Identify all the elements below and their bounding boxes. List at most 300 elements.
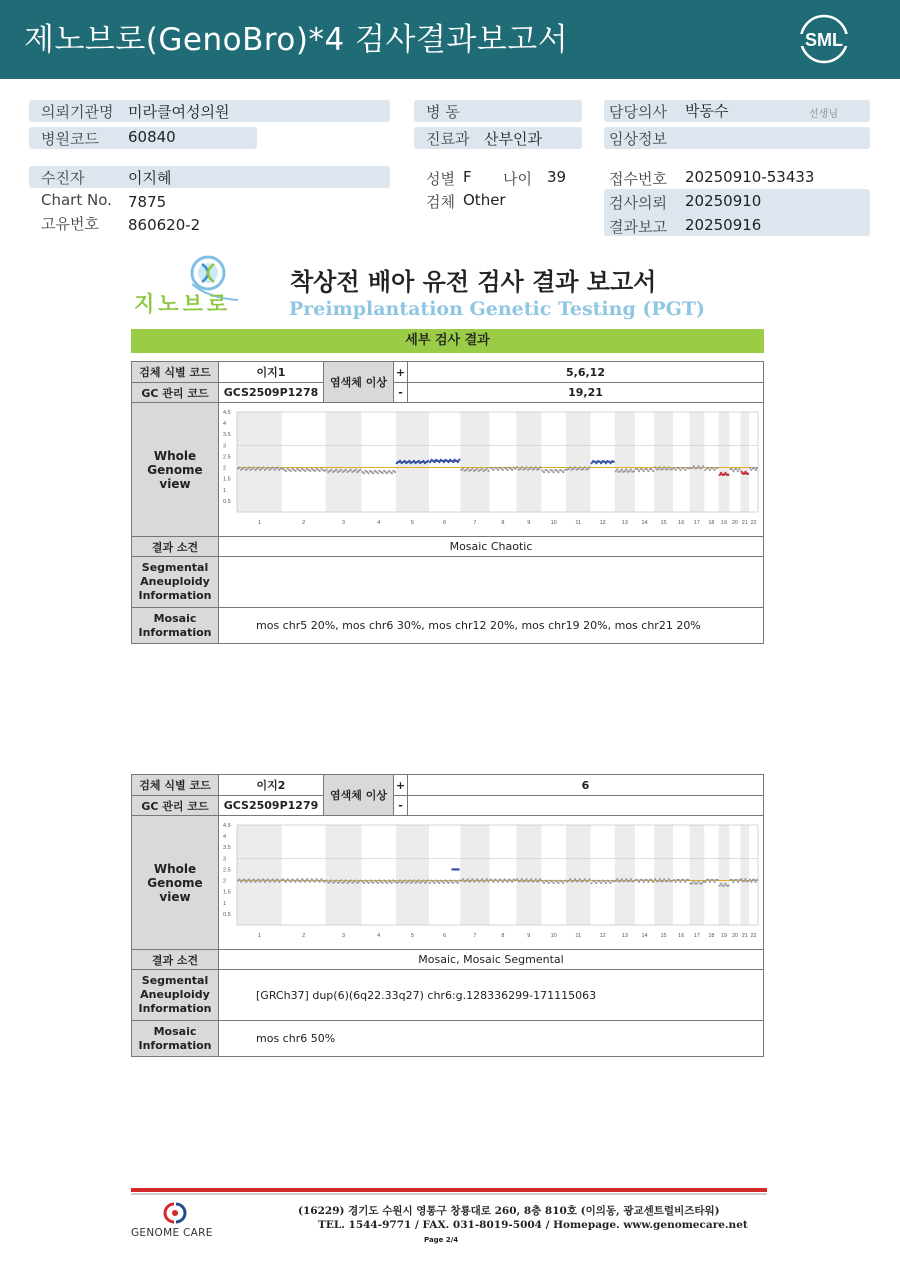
x-tick-label: 11 bbox=[575, 932, 582, 939]
chromosome-band bbox=[460, 825, 489, 925]
data-point bbox=[713, 468, 715, 470]
data-point bbox=[673, 878, 675, 880]
receipt-no-label: 접수번호 bbox=[609, 170, 667, 188]
data-point bbox=[587, 879, 589, 881]
gc-code-value: GCS2509P1279 bbox=[219, 796, 324, 816]
data-point bbox=[556, 880, 558, 882]
data-point bbox=[630, 468, 632, 470]
data-point bbox=[521, 878, 523, 880]
whole-genome-label: Whole Genome view bbox=[132, 816, 219, 950]
data-point bbox=[654, 878, 656, 880]
data-point bbox=[238, 878, 240, 880]
data-point bbox=[724, 882, 726, 884]
data-point bbox=[248, 878, 250, 880]
report-date-value: 20250916 bbox=[685, 216, 762, 234]
data-point bbox=[747, 880, 749, 882]
data-point bbox=[404, 879, 406, 881]
data-point bbox=[684, 468, 686, 470]
segmental-label: Segmental Aneuploidy Information bbox=[132, 970, 219, 1021]
data-point bbox=[359, 879, 361, 881]
y-tick-label: 4 bbox=[223, 420, 227, 427]
data-point bbox=[319, 469, 321, 471]
data-point bbox=[756, 467, 758, 469]
chromosome-band bbox=[237, 412, 282, 512]
y-tick-label: 1.5 bbox=[223, 476, 231, 483]
data-point bbox=[546, 469, 548, 471]
data-point bbox=[541, 880, 543, 882]
mosaic-value: mos chr6 50% bbox=[219, 1021, 764, 1057]
genome-care-logo-text: GENOME CARE bbox=[131, 1227, 213, 1239]
doctor-value: 박동수 bbox=[685, 102, 729, 120]
chromosome-band bbox=[690, 412, 705, 512]
x-tick-label: 18 bbox=[708, 519, 715, 526]
genome-chart-2 bbox=[219, 817, 763, 949]
y-tick-label: 4.5 bbox=[223, 822, 231, 829]
data-point bbox=[646, 468, 648, 470]
data-point bbox=[753, 878, 755, 880]
data-point bbox=[663, 878, 665, 880]
data-point bbox=[345, 468, 347, 470]
x-tick-label: 9 bbox=[527, 519, 531, 526]
data-point bbox=[696, 882, 698, 884]
data-point bbox=[687, 467, 689, 469]
x-tick-label: 16 bbox=[678, 932, 685, 939]
y-tick-label: 2 bbox=[223, 465, 227, 472]
chromosome-band bbox=[237, 825, 282, 925]
data-point bbox=[579, 878, 581, 880]
institution-label: 의뢰기관명 bbox=[41, 103, 114, 121]
data-point bbox=[723, 884, 725, 886]
chromosome-band bbox=[396, 825, 429, 925]
chromosome-band bbox=[719, 825, 730, 925]
x-tick-label: 20 bbox=[731, 519, 739, 526]
data-point bbox=[359, 468, 361, 470]
data-point bbox=[506, 880, 508, 882]
data-point bbox=[673, 466, 675, 468]
data-point bbox=[744, 878, 746, 880]
doctor-suffix: 선생님 bbox=[809, 109, 838, 120]
y-tick-label: 0.5 bbox=[223, 911, 231, 918]
data-point bbox=[476, 878, 478, 880]
plot-frame bbox=[237, 825, 758, 925]
specimen-label: 검체 bbox=[426, 193, 455, 211]
x-tick-label: 12 bbox=[599, 932, 606, 939]
segmental-value: [GRCh37] dup(6)(6q22.33q27) chr6:g.128336299-171115063 bbox=[219, 970, 764, 1021]
data-point bbox=[712, 878, 714, 880]
x-tick-label: 12 bbox=[599, 519, 606, 526]
x-tick-label: 4 bbox=[377, 519, 381, 526]
data-point bbox=[272, 878, 274, 880]
data-point bbox=[248, 466, 250, 468]
data-point bbox=[434, 881, 436, 883]
data-point bbox=[541, 469, 543, 471]
y-tick-label: 3 bbox=[223, 855, 227, 862]
data-point bbox=[548, 471, 550, 473]
data-point bbox=[574, 466, 576, 468]
data-point bbox=[650, 468, 652, 470]
data-point bbox=[666, 879, 668, 881]
data-point bbox=[476, 467, 478, 469]
data-point bbox=[613, 880, 615, 882]
x-tick-label: 5 bbox=[410, 519, 414, 526]
data-point bbox=[299, 469, 301, 471]
data-point bbox=[314, 469, 316, 471]
data-point bbox=[257, 878, 259, 880]
data-point bbox=[738, 878, 740, 880]
data-point bbox=[355, 468, 357, 470]
sex-value: F bbox=[463, 168, 472, 186]
data-point bbox=[319, 880, 321, 882]
data-point bbox=[641, 468, 643, 470]
chromosome-band bbox=[326, 825, 362, 925]
data-point bbox=[662, 468, 664, 470]
data-point bbox=[535, 466, 537, 468]
x-tick-label: 9 bbox=[527, 932, 531, 939]
gain-symbol: + bbox=[394, 775, 408, 796]
chromosome-band bbox=[326, 412, 362, 512]
examinee-value: 이지혜 bbox=[128, 169, 172, 187]
data-point bbox=[702, 465, 704, 467]
data-point bbox=[562, 881, 564, 883]
x-tick-label: 14 bbox=[641, 519, 648, 526]
data-point bbox=[514, 467, 516, 469]
footer-contact: TEL. 1544-9771 / FAX. 031-8019-5004 / Homepage. www.genomecare.net bbox=[318, 1219, 748, 1231]
data-point bbox=[717, 466, 719, 468]
data-point bbox=[678, 878, 680, 880]
data-point bbox=[253, 466, 255, 468]
data-point bbox=[743, 880, 745, 882]
data-point bbox=[386, 472, 388, 474]
data-point bbox=[543, 471, 545, 473]
data-point bbox=[381, 881, 383, 883]
clinical-info-label: 임상정보 bbox=[609, 130, 667, 148]
data-point bbox=[502, 880, 504, 882]
data-point bbox=[749, 878, 751, 880]
data-point bbox=[521, 466, 523, 468]
data-point bbox=[280, 879, 282, 881]
data-point bbox=[731, 467, 733, 469]
data-point bbox=[267, 878, 269, 880]
data-point bbox=[740, 878, 742, 880]
data-point bbox=[377, 881, 379, 883]
data-point bbox=[712, 466, 714, 468]
y-tick-label: 4 bbox=[223, 833, 227, 840]
data-point bbox=[674, 468, 676, 470]
loss-symbol: - bbox=[394, 796, 408, 816]
data-point bbox=[737, 470, 739, 472]
x-tick-label: 13 bbox=[621, 932, 628, 939]
data-point bbox=[567, 467, 569, 469]
chromosome-band bbox=[719, 412, 730, 512]
x-tick-label: 15 bbox=[660, 519, 667, 526]
data-point bbox=[679, 468, 681, 470]
data-point bbox=[588, 466, 590, 468]
data-point bbox=[647, 880, 649, 882]
chromosome-band bbox=[566, 825, 591, 925]
data-point bbox=[654, 466, 656, 468]
sex-label: 성별 bbox=[426, 170, 455, 188]
id-label: 고유번호 bbox=[41, 215, 99, 233]
y-tick-label: 2.5 bbox=[223, 453, 231, 460]
x-tick-label: 19 bbox=[720, 932, 728, 939]
data-point bbox=[553, 471, 555, 473]
data-point bbox=[735, 467, 737, 469]
data-point bbox=[569, 466, 571, 468]
data-point bbox=[619, 470, 621, 472]
data-point bbox=[630, 878, 632, 880]
x-tick-label: 21 bbox=[741, 932, 748, 939]
data-point bbox=[391, 472, 393, 474]
gc-code-value: GCS2509P1278 bbox=[219, 383, 324, 403]
data-point bbox=[262, 466, 264, 468]
result-value: Mosaic, Mosaic Segmental bbox=[219, 950, 764, 970]
data-point bbox=[704, 468, 706, 470]
data-point bbox=[427, 879, 429, 881]
data-point bbox=[304, 469, 306, 471]
data-point bbox=[314, 880, 316, 882]
data-point bbox=[467, 878, 469, 880]
data-point bbox=[755, 880, 757, 882]
data-point bbox=[650, 879, 652, 881]
data-point bbox=[561, 880, 563, 882]
data-point bbox=[267, 466, 269, 468]
data-point bbox=[551, 469, 553, 471]
data-point bbox=[691, 467, 693, 469]
data-point bbox=[720, 882, 722, 884]
data-point bbox=[564, 468, 566, 470]
data-point bbox=[701, 467, 703, 469]
request-date-value: 20250910 bbox=[685, 192, 762, 210]
data-point bbox=[497, 468, 499, 470]
data-point bbox=[429, 881, 431, 883]
footer-address: (16229) 경기도 수원시 영통구 창룡대로 260, 8층 810호 (이의동, 광교센트럴비즈타워) bbox=[298, 1205, 720, 1217]
mosaic-value: mos chr5 20%, mos chr6 30%, mos chr12 20%, mos chr19 20%, mos chr21 20% bbox=[219, 608, 764, 644]
data-point bbox=[727, 884, 729, 886]
data-point bbox=[557, 471, 559, 473]
y-tick-label: 3.5 bbox=[223, 844, 231, 851]
gain-value: 6 bbox=[408, 775, 764, 796]
data-point bbox=[755, 468, 757, 470]
y-tick-label: 2.5 bbox=[223, 866, 231, 873]
hospital-code-label: 병원코드 bbox=[41, 130, 99, 148]
data-point bbox=[619, 879, 621, 881]
data-point bbox=[638, 880, 640, 882]
gc-code-label: GC 관리 코드 bbox=[132, 796, 219, 816]
data-point bbox=[458, 879, 460, 881]
data-point bbox=[577, 879, 579, 881]
x-tick-label: 17 bbox=[693, 519, 700, 526]
genome-chart-1 bbox=[219, 404, 763, 536]
data-point bbox=[471, 467, 473, 469]
data-point bbox=[659, 466, 661, 468]
data-point bbox=[340, 468, 342, 470]
x-tick-label: 3 bbox=[341, 519, 346, 526]
data-point bbox=[603, 880, 605, 882]
data-point bbox=[413, 879, 415, 881]
x-tick-label: 22 bbox=[750, 519, 757, 526]
chromosome-band bbox=[566, 412, 591, 512]
data-point bbox=[588, 878, 590, 880]
data-point bbox=[666, 468, 668, 470]
data-point bbox=[447, 881, 449, 883]
data-point bbox=[462, 878, 464, 880]
data-point bbox=[687, 878, 689, 880]
x-tick-label: 1 bbox=[257, 932, 261, 939]
data-point bbox=[506, 468, 508, 470]
data-point bbox=[572, 879, 574, 881]
department-label: 진료과 bbox=[426, 130, 470, 148]
data-point bbox=[502, 468, 504, 470]
age-value: 39 bbox=[547, 168, 567, 186]
data-point bbox=[557, 881, 559, 883]
x-tick-label: 22 bbox=[750, 932, 757, 939]
data-point bbox=[497, 880, 499, 882]
data-point bbox=[372, 881, 374, 883]
result-label: 결과 소견 bbox=[132, 537, 219, 557]
data-point bbox=[584, 466, 586, 468]
data-point bbox=[608, 880, 610, 882]
data-point bbox=[377, 472, 379, 474]
data-point bbox=[643, 880, 645, 882]
result-label: 결과 소견 bbox=[132, 950, 219, 970]
data-point bbox=[514, 879, 516, 881]
x-tick-label: 10 bbox=[550, 932, 557, 939]
data-point bbox=[615, 879, 617, 881]
data-point bbox=[738, 468, 740, 470]
data-point bbox=[262, 878, 264, 880]
data-point bbox=[418, 879, 420, 881]
data-point bbox=[567, 879, 569, 881]
data-point bbox=[579, 466, 581, 468]
chromosome-band bbox=[516, 412, 541, 512]
data-point bbox=[668, 466, 670, 468]
institution-value: 미라클여성의원 bbox=[128, 103, 230, 121]
data-point bbox=[530, 466, 532, 468]
report-subtitle: Preimplantation Genetic Testing (PGT) bbox=[289, 298, 705, 320]
chromosome-band bbox=[654, 412, 673, 512]
data-point bbox=[290, 469, 292, 471]
chart-no-label: Chart No. bbox=[41, 191, 112, 209]
x-tick-label: 13 bbox=[621, 519, 628, 526]
specimen-code-label: 검체 식별 코드 bbox=[132, 362, 219, 383]
data-point bbox=[652, 880, 654, 882]
data-point bbox=[678, 467, 680, 469]
data-point bbox=[422, 879, 424, 881]
ward-label: 병 동 bbox=[426, 103, 460, 121]
data-point bbox=[598, 880, 600, 882]
data-point bbox=[408, 879, 410, 881]
data-point bbox=[683, 467, 685, 469]
chromosome-band bbox=[615, 825, 635, 925]
data-point bbox=[595, 881, 597, 883]
data-point bbox=[487, 469, 489, 471]
data-point bbox=[605, 881, 607, 883]
y-tick-label: 1 bbox=[223, 900, 227, 907]
data-point bbox=[657, 468, 659, 470]
data-point bbox=[750, 468, 752, 470]
data-point bbox=[546, 880, 548, 882]
chrom-abn-label: 염색체 이상 bbox=[324, 775, 394, 816]
data-point bbox=[539, 878, 541, 880]
chromosome-band bbox=[741, 412, 750, 512]
data-point bbox=[299, 880, 301, 882]
data-point bbox=[253, 878, 255, 880]
data-point bbox=[462, 467, 464, 469]
data-point bbox=[350, 879, 352, 881]
data-point bbox=[652, 469, 654, 471]
data-point bbox=[243, 466, 245, 468]
data-point bbox=[701, 882, 703, 884]
x-tick-label: 15 bbox=[660, 932, 667, 939]
data-point bbox=[309, 469, 311, 471]
data-point bbox=[702, 880, 704, 882]
data-point bbox=[569, 878, 571, 880]
segmental-label: Segmental Aneuploidy Information bbox=[132, 557, 219, 608]
data-point bbox=[737, 880, 739, 882]
data-point bbox=[719, 884, 721, 886]
age-label: 나이 bbox=[503, 170, 532, 188]
x-tick-label: 1 bbox=[257, 519, 261, 526]
data-point bbox=[671, 879, 673, 881]
data-point bbox=[582, 879, 584, 881]
chromosome-band bbox=[615, 412, 635, 512]
x-tick-label: 10 bbox=[550, 519, 557, 526]
segmental-value bbox=[219, 557, 764, 608]
data-point bbox=[756, 878, 758, 880]
footer-divider bbox=[131, 1188, 767, 1192]
data-point bbox=[381, 472, 383, 474]
data-point bbox=[615, 470, 617, 472]
specimen-code-value: 이지2 bbox=[219, 775, 324, 796]
x-tick-label: 14 bbox=[641, 932, 648, 939]
data-point bbox=[696, 467, 698, 469]
x-tick-label: 2 bbox=[302, 519, 306, 526]
data-point bbox=[561, 469, 563, 471]
result-value: Mosaic Chaotic bbox=[219, 537, 764, 557]
x-tick-label: 8 bbox=[501, 932, 505, 939]
data-point bbox=[290, 880, 292, 882]
data-point bbox=[697, 465, 699, 467]
genome-care-logo-icon bbox=[160, 1200, 190, 1226]
mosaic-label: Mosaic Information bbox=[132, 608, 219, 644]
data-point bbox=[636, 878, 638, 880]
specimen-code-label: 검체 식별 코드 bbox=[132, 775, 219, 796]
x-tick-label: 17 bbox=[693, 932, 700, 939]
header-bar bbox=[0, 0, 900, 79]
data-point bbox=[295, 469, 297, 471]
section-title: 세부 검사 결과 bbox=[131, 329, 764, 353]
x-tick-label: 3 bbox=[341, 932, 346, 939]
report-header-title: 제노브로(GenoBro)*4 검사결과보고서 bbox=[24, 22, 569, 58]
data-point bbox=[368, 881, 370, 883]
x-tick-label: 16 bbox=[678, 519, 685, 526]
x-tick-label: 6 bbox=[443, 519, 447, 526]
data-point bbox=[691, 882, 693, 884]
data-point bbox=[295, 880, 297, 882]
data-point bbox=[646, 878, 648, 880]
data-point bbox=[530, 878, 532, 880]
chromosome-band bbox=[654, 825, 673, 925]
data-point bbox=[345, 879, 347, 881]
receipt-no-value: 20250910-53433 bbox=[685, 168, 815, 186]
y-tick-label: 4.5 bbox=[223, 409, 231, 416]
page-number: Page 2/4 bbox=[424, 1236, 459, 1244]
data-point bbox=[276, 878, 278, 880]
x-tick-label: 8 bbox=[501, 519, 505, 526]
gain-symbol: + bbox=[394, 362, 408, 383]
data-point bbox=[324, 469, 326, 471]
data-point bbox=[633, 879, 635, 881]
